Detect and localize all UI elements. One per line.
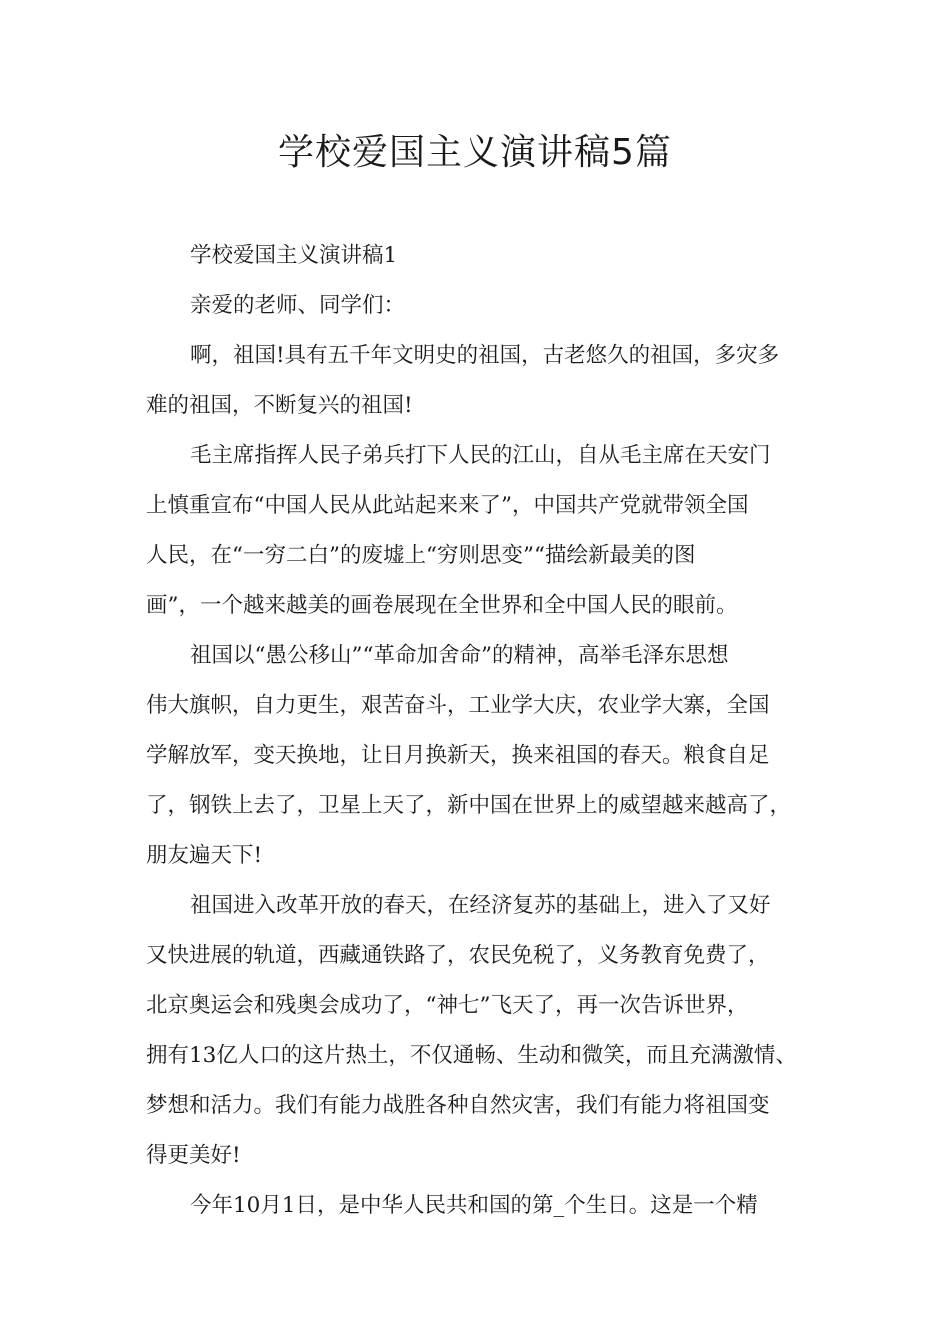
text-line: 人民，在“一穷二白”的废墟上“穷则思变”“描绘新最美的图 (146, 543, 696, 568)
text-line: 难的祖国，不断复兴的祖国! (146, 393, 413, 418)
text-line: 学解放军，变天换地，让日月换新天，换来祖国的春天。粮食自足 (146, 743, 770, 768)
text-line: 今年10月1日，是中华人民共和国的第_个生日。这是一个精 (190, 1193, 758, 1218)
text-line: 朋友遍天下! (146, 843, 263, 868)
text-line: 伟大旗帜，自力更生，艰苦奋斗，工业学大庆，农业学大寨，全国 (146, 693, 770, 718)
text-line: 祖国以“愚公移山”“革命加舍命”的精神，高举毛泽东思想 (190, 643, 729, 668)
text-line: 学校爱国主义演讲稿1 (190, 243, 398, 268)
text-line: 毛主席指挥人民子弟兵打下人民的江山，自从毛主席在天安门 (190, 443, 771, 468)
text-line: 亲爱的老师、同学们： (190, 293, 406, 318)
text-line: 梦想和活力。我们有能力战胜各种自然灾害，我们有能力将祖国变 (146, 1093, 770, 1118)
text-line: 又快进展的轨道，西藏通铁路了，农民免税了，义务教育免费了， (146, 943, 770, 968)
document-title: 学校爱国主义演讲稿5篇 (278, 132, 672, 173)
text-line: 上慎重宣布“中国人民从此站起来来了”，中国共产党就带领全国 (146, 493, 749, 518)
text-line: 得更美好! (146, 1143, 241, 1168)
text-line: 啊，祖国!具有五千年文明史的祖国，古老悠久的祖国，多灾多 (190, 343, 780, 368)
document-body (146, 231, 808, 1231)
text-line: 画”，一个越来越美的画卷展现在全世界和全中国人民的眼前。 (146, 593, 738, 618)
text-line: 北京奥运会和残奥会成功了，“神七”飞天了，再一次告诉世界， (146, 993, 749, 1018)
text-line: 了，钢铁上去了，卫星上天了，新中国在世界上的威望越来越高了， (146, 793, 792, 818)
text-line: 祖国进入改革开放的春天，在经济复苏的基础上，进入了又好 (190, 893, 771, 918)
text-line: 拥有13亿人口的这片热土，不仅通畅、生动和微笑，而且充满激情、 (146, 1043, 797, 1068)
